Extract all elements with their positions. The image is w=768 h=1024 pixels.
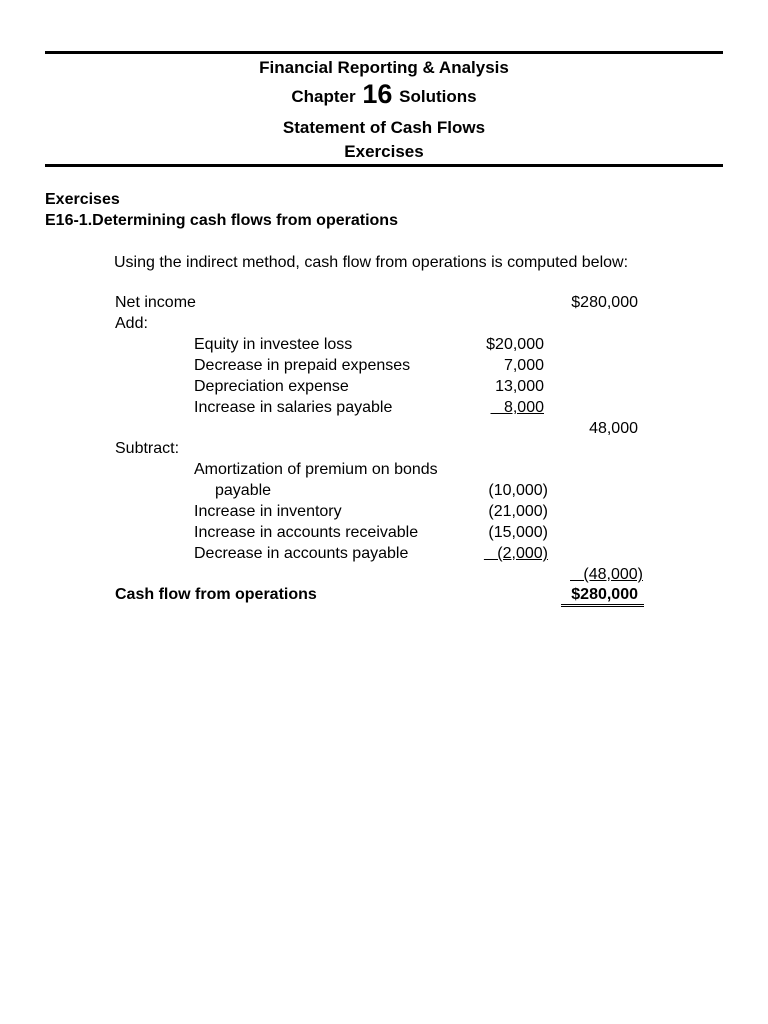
- add-label: Add:: [115, 315, 148, 332]
- add-label-row: [0, 313, 768, 334]
- subtract-item-row: [0, 501, 768, 522]
- add-item-amount: $20,000: [486, 336, 544, 353]
- exercise-heading: E16-1.Determining cash flows from operations: [45, 212, 398, 229]
- chapter-heading: [45, 79, 723, 109]
- subtract-item-label-cont: payable: [215, 482, 272, 499]
- cash-flow-row: [0, 584, 768, 605]
- add-item-label: Increase in salaries payable: [194, 399, 393, 416]
- subtract-total-amount-value: (48,000): [583, 566, 643, 583]
- add-item-row: [0, 397, 768, 418]
- subtract-item-amount: [484, 543, 548, 564]
- subtract-item-row: [0, 459, 768, 480]
- document-section: Exercises: [344, 142, 424, 161]
- net-income-row: [0, 292, 768, 313]
- net-income-label: Net income: [115, 294, 196, 311]
- add-total-amount: 48,000: [589, 420, 638, 437]
- subtract-item-row: [0, 543, 768, 564]
- subtract-item-amount: (10,000): [488, 482, 548, 499]
- add-item-row: [0, 334, 768, 355]
- net-income-amount: $280,000: [571, 294, 638, 311]
- subtract-item-amount-value: (2,000): [497, 545, 548, 562]
- subtract-item-label: Increase in inventory: [194, 503, 342, 520]
- add-item-amount-value: 8,000: [503, 399, 544, 416]
- header-top-rule: [45, 51, 723, 54]
- add-item-amount: 7,000: [503, 357, 544, 374]
- cash-flow-label: Cash flow from operations: [115, 586, 317, 603]
- subtract-item-label: Amortization of premium on bonds: [194, 461, 438, 478]
- chapter-suffix: Solutions: [399, 87, 477, 106]
- subtract-label: Subtract:: [115, 440, 180, 457]
- section-heading: Exercises: [45, 191, 120, 208]
- add-item-label: Depreciation expense: [194, 378, 349, 395]
- add-item-row: [0, 355, 768, 376]
- chapter-number: 16: [362, 79, 393, 109]
- document-title: Financial Reporting & Analysis: [259, 58, 509, 77]
- document-subtitle: Statement of Cash Flows: [282, 118, 486, 137]
- subtract-total-row: [0, 564, 768, 585]
- header-bottom-rule: [45, 164, 723, 167]
- subtract-label-row: [0, 438, 768, 459]
- add-item-amount: [491, 397, 544, 418]
- subtract-item-row: [0, 480, 768, 501]
- subtract-item-amount: (15,000): [488, 524, 548, 541]
- subtract-item-label: Increase in accounts receivable: [194, 524, 419, 541]
- subtract-item-row: [0, 522, 768, 543]
- subtract-item-amount: (21,000): [488, 503, 548, 520]
- add-item-amount: 13,000: [495, 378, 544, 395]
- add-item-label: Decrease in prepaid expenses: [194, 357, 411, 374]
- cash-flow-amount: [561, 584, 644, 607]
- chapter-prefix: Chapter: [291, 87, 356, 106]
- cash-flow-amount-value: $280,000: [561, 586, 644, 607]
- add-item-row: [0, 376, 768, 397]
- subtract-total-amount: [570, 564, 643, 585]
- add-total-row: [0, 418, 768, 439]
- subtract-item-label: Decrease in accounts payable: [194, 545, 409, 562]
- add-item-label: Equity in investee loss: [194, 336, 353, 353]
- intro-text: Using the indirect method, cash flow from operations is computed below:: [114, 254, 629, 271]
